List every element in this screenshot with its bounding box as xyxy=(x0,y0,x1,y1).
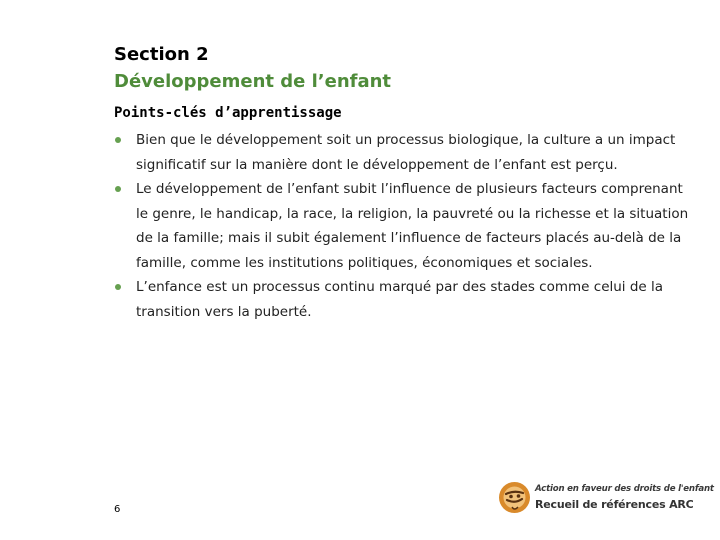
arc-logo-icon xyxy=(498,481,531,514)
key-points-list xyxy=(114,128,694,324)
section-label: Section 2 xyxy=(114,44,209,65)
key-point-item xyxy=(114,177,694,275)
logo-title: Recueil de références ARC xyxy=(535,498,694,511)
bullet-dot-icon xyxy=(115,284,121,290)
key-point-item xyxy=(114,275,694,324)
key-point-text: L’enfance est un processus continu marqué par des stades comme celui de la transition vers la puberté. xyxy=(136,279,664,320)
logo-tagline: Action en faveur des droits de l'enfant xyxy=(535,484,714,494)
arc-logo xyxy=(498,481,714,515)
section-title: Développement de l’enfant xyxy=(114,71,392,92)
bullet-dot-icon xyxy=(115,137,121,143)
key-points-heading: Points-clés d’apprentissage xyxy=(114,105,342,121)
key-point-item xyxy=(114,128,694,177)
bullet-dot-icon xyxy=(115,186,121,192)
page-number: 6 xyxy=(114,504,121,515)
key-point-text: Le développement de l’enfant subit l’influence de plusieurs facteurs comprenant le genre, le handicap, la race, la religion, la pauvreté ou la richesse et la situation de la famille; mais il subit également l’influence de facteurs placés au-delà de la famille, comme les institutions politiques, économiques et sociales. xyxy=(136,181,689,271)
key-point-text: Bien que le développement soit un processus biologique, la culture a un impact significatif sur la manière dont le développement de l’enfant est perçu. xyxy=(136,132,676,173)
